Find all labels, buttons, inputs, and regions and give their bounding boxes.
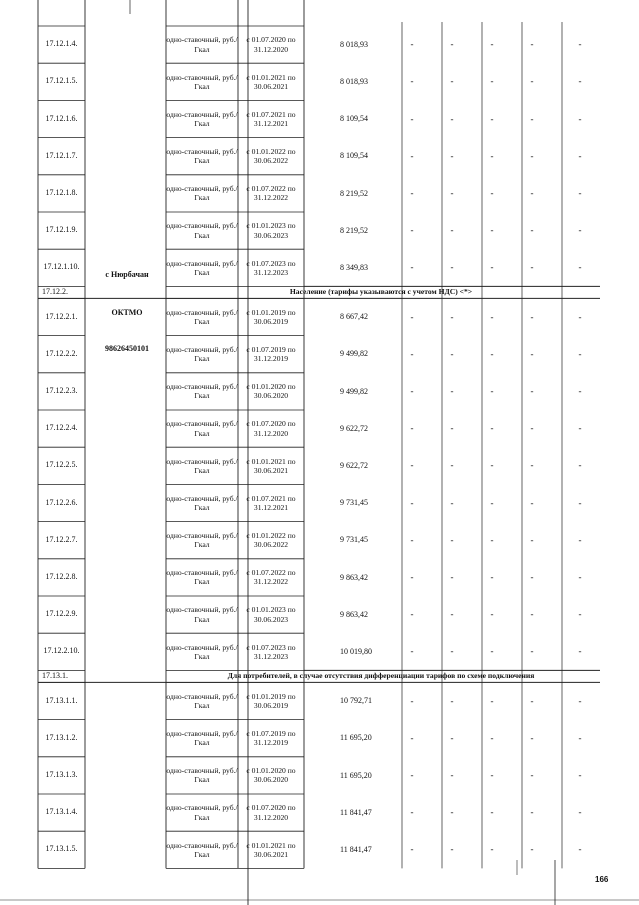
empty-value-dash: - — [578, 732, 582, 743]
empty-value-dash: - — [450, 732, 454, 743]
empty-value-dash: - — [490, 150, 494, 161]
empty-value-dash: - — [410, 39, 414, 50]
empty-value-dash: - — [410, 150, 414, 161]
empty-value-dash: - — [490, 113, 494, 124]
tariff-value-cell: 11 841,47 — [340, 844, 372, 854]
tariff-value-cell: 11 841,47 — [340, 807, 372, 817]
page-number: 166 — [595, 875, 609, 884]
empty-value-dash: - — [410, 497, 414, 508]
tariff-value-cell: 8 219,52 — [340, 188, 368, 198]
empty-value-dash: - — [410, 225, 414, 236]
row-number: 17.13.1.3. — [45, 769, 78, 779]
period-cell: с 01.01.2019 по 30.06.2019 — [246, 691, 296, 710]
empty-value-dash: - — [450, 311, 454, 322]
empty-value-dash: - — [410, 571, 414, 582]
empty-value-dash: - — [410, 807, 414, 818]
empty-value-dash: - — [410, 695, 414, 706]
row-number: 17.12.1.10. — [43, 262, 80, 272]
row-number: 17.12.2.8. — [45, 571, 78, 581]
empty-value-dash: - — [530, 571, 534, 582]
empty-value-dash: - — [578, 39, 582, 50]
oktmo-label: ОКТМО — [111, 308, 143, 317]
empty-value-dash: - — [450, 225, 454, 236]
empty-value-dash: - — [450, 460, 454, 471]
group-number: 17.13.1. — [42, 670, 68, 680]
empty-value-dash: - — [490, 76, 494, 87]
empty-value-dash: - — [450, 534, 454, 545]
empty-value-dash: - — [410, 732, 414, 743]
empty-value-dash: - — [530, 609, 534, 620]
row-number: 17.13.1.4. — [45, 807, 78, 817]
empty-value-dash: - — [530, 732, 534, 743]
period-cell: с 01.07.2021 по 31.12.2021 — [246, 109, 296, 128]
tariff-type-cell: одно-ставочный, руб./Гкал — [166, 729, 238, 748]
period-cell: с 01.01.2021 по 30.06.2021 — [246, 840, 296, 859]
empty-value-dash: - — [410, 262, 414, 273]
row-number: 17.12.2.10. — [43, 646, 80, 656]
empty-value-dash: - — [530, 39, 534, 50]
tariff-type-cell: одно-ставочный, руб./Гкал — [166, 72, 238, 91]
row-number: 17.12.1.4. — [45, 39, 78, 49]
tariff-value-cell: 8 109,54 — [340, 114, 368, 124]
row-number: 17.12.1.7. — [45, 150, 78, 160]
tariff-value-cell: 11 695,20 — [340, 770, 372, 780]
tariff-value-cell: 9 863,42 — [340, 609, 368, 619]
empty-value-dash: - — [530, 807, 534, 818]
tariff-value-cell: 9 499,82 — [340, 349, 368, 359]
tariff-value-cell: 8 667,42 — [340, 312, 368, 322]
empty-value-dash: - — [450, 807, 454, 818]
tariff-value-cell: 8 109,54 — [340, 151, 368, 161]
empty-value-dash: - — [530, 150, 534, 161]
row-number: 17.12.1.5. — [45, 76, 78, 86]
empty-value-dash: - — [490, 695, 494, 706]
row-number: 17.12.1.6. — [45, 113, 78, 123]
tariff-value-cell: 10 792,71 — [340, 696, 372, 706]
empty-value-dash: - — [530, 225, 534, 236]
empty-value-dash: - — [530, 76, 534, 87]
empty-value-dash: - — [578, 311, 582, 322]
tariff-type-cell: одно-ставочный, руб./Гкал — [166, 691, 238, 710]
tariff-value-cell: 8 349,83 — [340, 262, 368, 272]
empty-value-dash: - — [490, 646, 494, 657]
tariff-type-cell: одно-ставочный, руб./Гкал — [166, 147, 238, 166]
period-cell: с 01.07.2023 по 31.12.2023 — [246, 258, 296, 277]
tariff-type-cell: одно-ставочный, руб./Гкал — [166, 345, 238, 364]
empty-value-dash: - — [530, 311, 534, 322]
empty-value-dash: - — [410, 769, 414, 780]
empty-value-dash: - — [450, 844, 454, 855]
row-number: 17.12.2.4. — [45, 423, 78, 433]
period-cell: с 01.01.2022 по 30.06.2022 — [246, 531, 296, 550]
group-number: 17.12.2. — [42, 286, 68, 296]
period-cell: с 01.07.2022 по 31.12.2022 — [246, 184, 296, 203]
tariff-value-cell: 11 695,20 — [340, 733, 372, 743]
oktmo-code: 98626450101 — [105, 344, 149, 353]
empty-value-dash: - — [578, 844, 582, 855]
tariff-value-cell: 9 863,42 — [340, 572, 368, 582]
tariff-type-cell: одно-ставочный, руб./Гкал — [166, 307, 238, 326]
row-number: 17.12.2.6. — [45, 497, 78, 507]
empty-value-dash: - — [410, 844, 414, 855]
empty-value-dash: - — [530, 423, 534, 434]
empty-value-dash: - — [410, 113, 414, 124]
tariff-type-cell: одно-ставочный, руб./Гкал — [166, 221, 238, 240]
empty-value-dash: - — [410, 187, 414, 198]
empty-value-dash: - — [578, 262, 582, 273]
empty-value-dash: - — [490, 39, 494, 50]
period-cell: с 01.07.2020 по 31.12.2020 — [246, 803, 296, 822]
period-cell: с 01.01.2021 по 30.06.2021 — [246, 72, 296, 91]
empty-value-dash: - — [578, 807, 582, 818]
empty-value-dash: - — [410, 534, 414, 545]
empty-value-dash: - — [490, 348, 494, 359]
tariff-type-cell: одно-ставочный, руб./Гкал — [166, 642, 238, 661]
empty-value-dash: - — [490, 385, 494, 396]
tariff-value-cell: 9 622,72 — [340, 460, 368, 470]
empty-value-dash: - — [490, 807, 494, 818]
empty-value-dash: - — [490, 497, 494, 508]
empty-value-dash: - — [410, 423, 414, 434]
tariff-type-cell: одно-ставочный, руб./Гкал — [166, 35, 238, 54]
row-number: 17.12.1.9. — [45, 225, 78, 235]
tariff-value-cell: 8 018,93 — [340, 76, 368, 86]
group-title: Для потребителей, в случае отсутствия дифференциации тарифов по схеме подключения — [227, 672, 535, 680]
empty-value-dash: - — [450, 187, 454, 198]
tariff-type-cell: одно-ставочный, руб./Гкал — [166, 840, 238, 859]
row-number: 17.12.2.3. — [45, 385, 78, 395]
period-cell: с 01.01.2022 по 30.06.2022 — [246, 147, 296, 166]
tariff-type-cell: одно-ставочный, руб./Гкал — [166, 568, 238, 587]
empty-value-dash: - — [490, 311, 494, 322]
period-cell: с 01.07.2021 по 31.12.2021 — [246, 493, 296, 512]
empty-value-dash: - — [450, 76, 454, 87]
tariff-type-cell: одно-ставочный, руб./Гкал — [166, 184, 238, 203]
period-cell: с 01.07.2023 по 31.12.2023 — [246, 642, 296, 661]
empty-value-dash: - — [578, 348, 582, 359]
tariff-type-cell: одно-ставочный, руб./Гкал — [166, 493, 238, 512]
tariff-type-cell: одно-ставочный, руб./Гкал — [166, 419, 238, 438]
empty-value-dash: - — [450, 769, 454, 780]
row-number: 17.12.2.5. — [45, 460, 78, 470]
empty-value-dash: - — [490, 262, 494, 273]
empty-value-dash: - — [450, 150, 454, 161]
empty-value-dash: - — [490, 225, 494, 236]
empty-value-dash: - — [578, 460, 582, 471]
tariff-value-cell: 10 019,80 — [340, 646, 372, 656]
tariff-type-cell: одно-ставочный, руб./Гкал — [166, 258, 238, 277]
empty-value-dash: - — [578, 695, 582, 706]
period-cell: с 01.01.2019 по 30.06.2019 — [246, 307, 296, 326]
tariff-type-cell: одно-ставочный, руб./Гкал — [166, 109, 238, 128]
tariff-type-cell: одно-ставочный, руб./Гкал — [166, 382, 238, 401]
empty-value-dash: - — [530, 385, 534, 396]
period-cell: с 01.07.2020 по 31.12.2020 — [246, 35, 296, 54]
empty-value-dash: - — [530, 348, 534, 359]
empty-value-dash: - — [490, 609, 494, 620]
empty-value-dash: - — [450, 113, 454, 124]
row-number: 17.12.2.9. — [45, 609, 78, 619]
empty-value-dash: - — [530, 695, 534, 706]
tariff-value-cell: 8 219,52 — [340, 225, 368, 235]
empty-value-dash: - — [578, 113, 582, 124]
empty-value-dash: - — [450, 609, 454, 620]
empty-value-dash: - — [490, 187, 494, 198]
empty-value-dash: - — [450, 348, 454, 359]
tariff-type-cell: одно-ставочный, руб./Гкал — [166, 531, 238, 550]
tariff-value-cell: 8 018,93 — [340, 39, 368, 49]
tariff-value-cell: 9 499,82 — [340, 386, 368, 396]
row-number: 17.13.1.1. — [45, 695, 78, 705]
row-number: 17.12.1.8. — [45, 187, 78, 197]
period-cell: с 01.01.2023 по 30.06.2023 — [246, 605, 296, 624]
empty-value-dash: - — [490, 844, 494, 855]
empty-value-dash: - — [578, 534, 582, 545]
empty-value-dash: - — [530, 646, 534, 657]
empty-value-dash: - — [410, 76, 414, 87]
empty-value-dash: - — [450, 646, 454, 657]
empty-value-dash: - — [578, 646, 582, 657]
empty-value-dash: - — [410, 348, 414, 359]
empty-value-dash: - — [578, 76, 582, 87]
empty-value-dash: - — [578, 769, 582, 780]
period-cell: с 01.07.2020 по 31.12.2020 — [246, 419, 296, 438]
row-number: 17.13.1.2. — [45, 732, 78, 742]
period-cell: с 01.07.2019 по 31.12.2019 — [246, 345, 296, 364]
empty-value-dash: - — [490, 534, 494, 545]
empty-value-dash: - — [530, 497, 534, 508]
empty-value-dash: - — [410, 460, 414, 471]
row-number: 17.12.2.1. — [45, 311, 78, 321]
empty-value-dash: - — [490, 571, 494, 582]
period-cell: с 01.01.2020 по 30.06.2020 — [246, 382, 296, 401]
empty-value-dash: - — [450, 695, 454, 706]
tariff-type-cell: одно-ставочный, руб./Гкал — [166, 803, 238, 822]
tariff-type-cell: одно-ставочный, руб./Гкал — [166, 766, 238, 785]
empty-value-dash: - — [578, 187, 582, 198]
locality-name: с Нюрбачан — [105, 270, 149, 279]
empty-value-dash: - — [530, 187, 534, 198]
empty-value-dash: - — [530, 769, 534, 780]
empty-value-dash: - — [490, 460, 494, 471]
empty-value-dash: - — [410, 646, 414, 657]
empty-value-dash: - — [490, 732, 494, 743]
empty-value-dash: - — [450, 497, 454, 508]
empty-value-dash: - — [530, 113, 534, 124]
empty-value-dash: - — [450, 39, 454, 50]
period-cell: с 01.01.2021 по 30.06.2021 — [246, 456, 296, 475]
empty-value-dash: - — [410, 311, 414, 322]
period-cell: с 01.07.2022 по 31.12.2022 — [246, 568, 296, 587]
empty-value-dash: - — [490, 423, 494, 434]
period-cell: с 01.01.2023 по 30.06.2023 — [246, 221, 296, 240]
empty-value-dash: - — [578, 150, 582, 161]
empty-value-dash: - — [578, 609, 582, 620]
empty-value-dash: - — [450, 385, 454, 396]
empty-value-dash: - — [410, 385, 414, 396]
empty-value-dash: - — [530, 460, 534, 471]
empty-value-dash: - — [578, 385, 582, 396]
row-number: 17.12.2.7. — [45, 534, 78, 544]
period-cell: с 01.07.2019 по 31.12.2019 — [246, 729, 296, 748]
tariff-value-cell: 9 622,72 — [340, 423, 368, 433]
empty-value-dash: - — [578, 571, 582, 582]
empty-value-dash: - — [450, 571, 454, 582]
empty-value-dash: - — [410, 609, 414, 620]
tariff-value-cell: 9 731,45 — [340, 498, 368, 508]
empty-value-dash: - — [530, 262, 534, 273]
empty-value-dash: - — [578, 423, 582, 434]
empty-value-dash: - — [490, 769, 494, 780]
empty-value-dash: - — [450, 423, 454, 434]
tariff-value-cell: 9 731,45 — [340, 535, 368, 545]
tariff-type-cell: одно-ставочный, руб./Гкал — [166, 456, 238, 475]
row-number: 17.12.2.2. — [45, 348, 78, 358]
empty-value-dash: - — [450, 262, 454, 273]
empty-value-dash: - — [530, 534, 534, 545]
period-cell: с 01.01.2020 по 30.06.2020 — [246, 766, 296, 785]
empty-value-dash: - — [578, 497, 582, 508]
empty-value-dash: - — [578, 225, 582, 236]
tariff-type-cell: одно-ставочный, руб./Гкал — [166, 605, 238, 624]
empty-value-dash: - — [530, 844, 534, 855]
row-number: 17.13.1.5. — [45, 844, 78, 854]
group-title: Население (тарифы указываются с учетом НДС) <*> — [289, 288, 473, 296]
